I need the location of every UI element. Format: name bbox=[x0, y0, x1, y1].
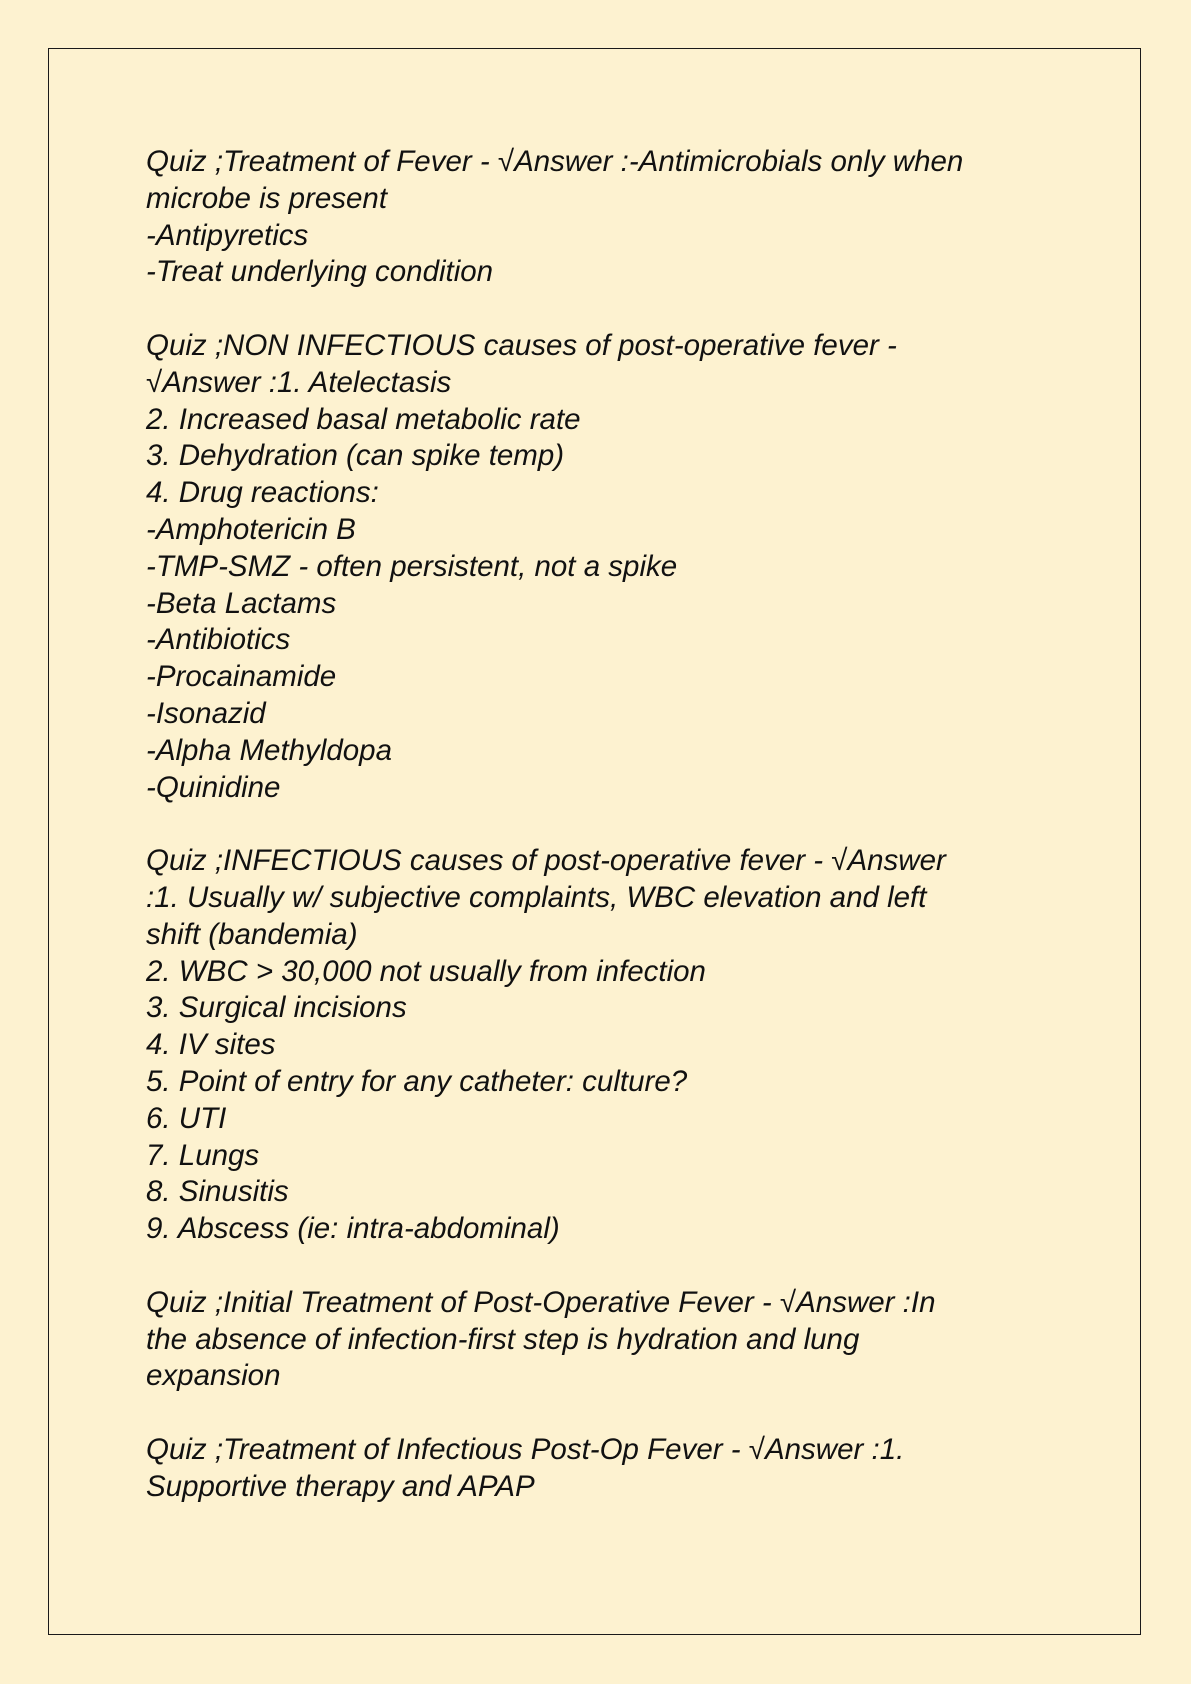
document-body bbox=[146, 144, 1076, 1542]
text-line: the absence of infection-first step is hydration and lung bbox=[146, 1322, 860, 1356]
text-line: 7. Lungs bbox=[146, 1138, 260, 1172]
text-line: -Procainamide bbox=[146, 660, 337, 694]
text-line: microbe is present bbox=[146, 181, 388, 215]
text-line: -Isonazid bbox=[146, 696, 266, 730]
text-line: Quiz ;Treatment of Fever - √Answer :-Antimicrobials only when bbox=[146, 145, 964, 178]
text-line: 6. UTI bbox=[146, 1101, 227, 1135]
text-line: expansion bbox=[146, 1359, 281, 1393]
text-line: -Amphotericin B bbox=[146, 512, 356, 546]
quiz-entry-initial-treatment bbox=[146, 1285, 1076, 1395]
text-line: 4. IV sites bbox=[146, 1028, 276, 1062]
text-line: 8. Sinusitis bbox=[146, 1175, 289, 1209]
text-line: -Antibiotics bbox=[146, 623, 291, 657]
text-line: Quiz ;Initial Treatment of Post-Operative Fever - √Answer :In bbox=[146, 1285, 936, 1319]
text-line: -TMP-SMZ - often persistent, not a spike bbox=[146, 549, 678, 583]
text-line: 2. Increased basal metabolic rate bbox=[146, 402, 581, 436]
quiz-entry-non-infectious-causes bbox=[146, 328, 1076, 806]
text-line: 4. Drug reactions: bbox=[146, 476, 379, 510]
text-line: -Beta Lactams bbox=[146, 586, 337, 620]
text-line: :1. Usually w/ subjective complaints, WBC elevation and left bbox=[146, 880, 927, 914]
text-line: Quiz ;INFECTIOUS causes of post-operative fever - √Answer bbox=[146, 844, 946, 878]
text-line: 3. Surgical incisions bbox=[146, 991, 407, 1025]
text-line: Quiz ;Treatment of Infectious Post-Op Fever - √Answer :1. bbox=[146, 1432, 905, 1466]
quiz-entry-infectious-causes bbox=[146, 843, 1076, 1248]
text-line: shift (bandemia) bbox=[146, 917, 358, 951]
text-line: -Quinidine bbox=[146, 770, 281, 804]
text-line: 3. Dehydration (can spike temp) bbox=[146, 439, 565, 473]
text-line: Supportive therapy and APAP bbox=[146, 1469, 535, 1503]
quiz-entry-infectious-treatment bbox=[146, 1432, 1076, 1506]
text-line: 2. WBC > 30,000 not usually from infection bbox=[146, 954, 706, 988]
text-line: -Alpha Methyldopa bbox=[146, 733, 392, 767]
text-line: √Answer :1. Atelectasis bbox=[146, 365, 452, 399]
quiz-entry-treatment-of-fever bbox=[146, 144, 1076, 291]
text-line: Quiz ;NON INFECTIOUS causes of post-operative fever - bbox=[146, 328, 897, 362]
text-line: 9. Abscess (ie: intra-abdominal) bbox=[146, 1212, 560, 1246]
text-line: 5. Point of entry for any catheter: culture? bbox=[146, 1064, 688, 1098]
text-line: -Antipyretics bbox=[146, 218, 309, 252]
text-line: -Treat underlying condition bbox=[146, 255, 494, 289]
